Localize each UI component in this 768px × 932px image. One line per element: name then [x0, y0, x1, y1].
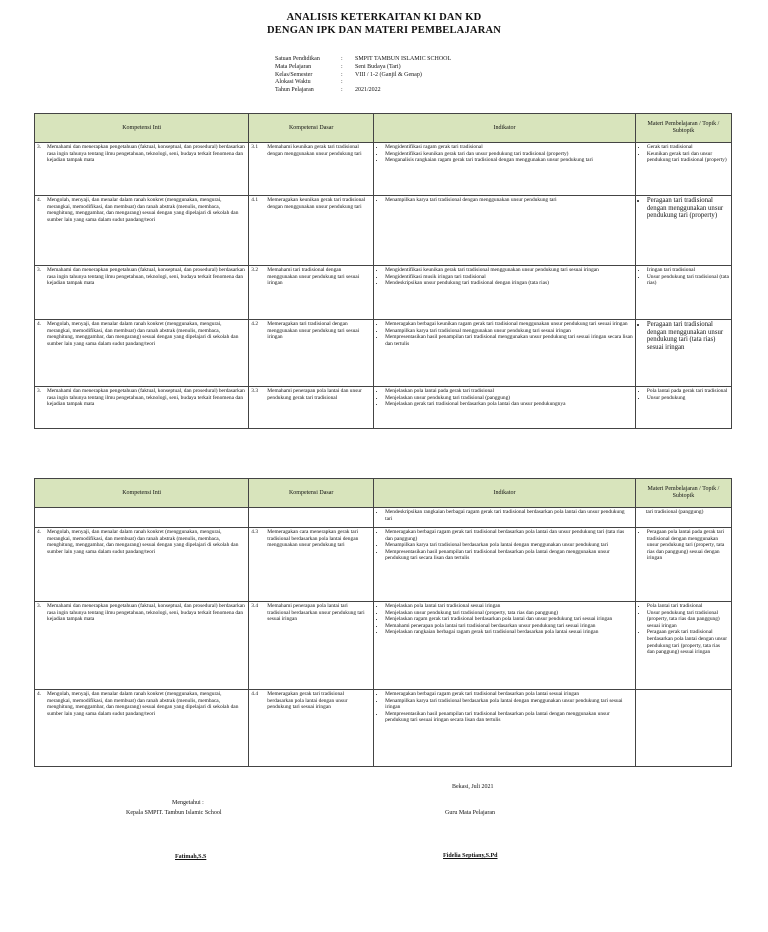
kd-text: Memeragakan tari tradisional dengan menggunakan unsur pendukung tari sesuai iringan: [267, 321, 360, 341]
indicator-list: [376, 144, 633, 164]
ki-text: Mengolah, menyaji, dan menalar dalam ranah konkret (menggunakan, mengurai, merangkai, memodifikasi, dan membuat) dan ranah abstrak (menulis, membaca, menghitung, menggambar, dan mengarang) sesuai dengan yang dipelajari di sekolah dan sumber lain yang sama dalam sudut pandang/teori: [47, 529, 239, 555]
ki-text: Mengolah, menyaji, dan menalar dalam ranah konkret (menggunakan, mengurai, merangkai, memodifikasi, dan membuat) dan ranah abstrak (menulis, membaca, menghitung, menggambar, dan mengarang) sesuai dengan yang dipelajari di sekolah dan sumber lain yang sama dalam sudut pandang/teori: [47, 197, 239, 223]
ki-entry: [37, 267, 246, 287]
header-ki: Kompetensi Inti: [35, 479, 249, 508]
materi-cell: [635, 196, 731, 266]
kd-number: 3.4: [251, 603, 259, 609]
list-item: • Pola lantai pada gerak tari tradisional: [647, 388, 729, 395]
kd-entry: [251, 388, 371, 401]
teacher-role: Guru Mata Pelajaran: [445, 810, 495, 816]
kd-text: Memeragakan gerak tari tradisional berdasarkan pola lantai dengan unsur pendukung tari sesuai iringan: [267, 691, 348, 711]
header-kd: Kompetensi Dasar: [249, 479, 374, 508]
table-row: [35, 266, 732, 320]
ki-cell: [35, 196, 249, 266]
materi-list: [638, 388, 729, 401]
meta-label: Satuan Pendidikan: [275, 56, 320, 62]
ki-cell: [35, 690, 249, 767]
list-item: • Keunikan gerak tari dan unsur pendukung tari tradisional (property): [647, 151, 729, 164]
kd-entry: [251, 267, 371, 287]
ki-cell: [35, 387, 249, 429]
indicator-cell: [374, 320, 636, 387]
list-item: • Unsur pendukung tari tradisional (tata rias): [647, 274, 729, 287]
kd-entry: [251, 603, 371, 623]
materi-cont: tari tradisional (panggung): [645, 509, 704, 515]
list-item: • Mempresentasikan hasil penampilan tari tradisional berdasarkan pola lantai dengan menggunakan unsur pendukung tari sesuai iringan secara lisan dan tertulis: [385, 711, 633, 724]
ki-number: 4.: [37, 529, 42, 535]
ki-number: 4.: [37, 197, 42, 203]
table-row: [35, 320, 732, 387]
list-item: • Menampilkan karya tari tradisional berdasarkan pola lantai dengan menggunakan unsur pendukung tari: [385, 542, 633, 549]
ki-number: 4.: [37, 321, 42, 327]
table-row: [35, 690, 732, 767]
list-item: • Memahami penerapan pola lantai tari tradisional berdasarkan unsur pendukung tari sesuai iringan: [385, 623, 633, 630]
list-item: • Gerak tari tradisional: [647, 144, 729, 151]
materi-cell: [635, 690, 731, 767]
ki-cell: [35, 320, 249, 387]
indicator-list: [376, 509, 633, 522]
indicator-list: [376, 197, 633, 204]
list-item: • Mendeskripsikan unsur pendukung tari tradisional dengan iringan (tata rias): [385, 280, 633, 287]
ki-entry: [37, 603, 246, 623]
meta-colon: :: [341, 63, 343, 70]
materi-cell: [635, 387, 731, 429]
indicator-cell: [374, 528, 636, 602]
meta-label: Alokasi Waktu: [275, 79, 311, 86]
meta-row: [275, 87, 451, 95]
list-item: • Menampilkan karya tari tradisional dengan menggunakan unsur pendukung tari: [385, 197, 633, 204]
list-item: • Peragaan tari tradisional dengan menggunakan unsur pendukung tari (tata rias) sesuai iringan: [647, 321, 729, 351]
ki-cell: [35, 508, 249, 528]
materi-list: [638, 529, 729, 562]
indicator-list: [376, 321, 633, 347]
table-row: [35, 602, 732, 690]
header-kd: Kompetensi Dasar: [249, 114, 374, 143]
table-row: [35, 508, 732, 528]
kd-text: Memeragakan keunikan gerak tari tradisional dengan menggunakan unsur pendukung tari: [267, 197, 366, 210]
list-item: • Menjelaskan pola lantai tari tradisional sesuai iringan: [385, 603, 633, 610]
indicator-list: [376, 267, 633, 287]
list-item: • Mengidentifikasi ragam gerak tari tradisional: [385, 144, 633, 151]
indicator-list: [376, 691, 633, 724]
approval-role: Kepala SMPIT. Tambun Islamic School: [126, 810, 222, 816]
ki-number: 3.: [37, 603, 42, 609]
list-item: • Menganalisis rangkaian ragam gerak tari tradisional dengan menggunakan unsur pendukung tari: [385, 157, 633, 164]
meta-value: SMPIT TAMBUN ISLAMIC SCHOOL: [355, 56, 452, 62]
ki-number: 4.: [37, 691, 42, 697]
kd-number: 4.2: [251, 321, 259, 327]
kd-cell: [249, 143, 374, 196]
list-item: • Peragaan tari tradisional dengan menggunakan unsur pendukung tari (property): [647, 197, 729, 220]
kd-text: Memahami keunikan gerak tari tradisional dengan menggunakan unsur pendukung tari: [267, 144, 362, 157]
meta-colon: :: [341, 87, 343, 94]
materi-cell: [635, 508, 731, 528]
kd-text: Memeragakan cara menerapkan gerak tari tradisional berdasarkan pola lantai dengan menggunakan unsur pendukung tari: [267, 529, 359, 549]
materi-cell: [635, 320, 731, 387]
list-item: • Unsur pendukung: [647, 395, 729, 402]
indicator-list: [376, 388, 633, 408]
ki-cell: [35, 143, 249, 196]
indicator-list: [376, 529, 633, 562]
kd-cell: [249, 196, 374, 266]
ki-number: 3.: [37, 388, 42, 394]
indicator-cell: [374, 508, 636, 528]
kd-text: Memahami penerapan pola lantai dan unsur pendukung gerak tari tradisional: [267, 388, 362, 401]
kd-number: 3.2: [251, 267, 259, 273]
kd-cell: [249, 690, 374, 767]
kd-entry: [251, 691, 371, 711]
list-item: • Menjelaskan unsur pendukung tari tradisional (property, tata rias dan panggung): [385, 610, 633, 617]
ki-entry: [37, 529, 246, 555]
list-item: • Iringan tari tradisional: [647, 267, 729, 274]
ki-cell: [35, 602, 249, 690]
ki-text: Memahami dan menerapkan pengetahuan (faktual, konseptual, dan prosedural) berdasarkan rasa ingin tahunya tentang ilmu pengetahuan, teknologi, seni, budaya terkait fenomena dan kejadian tampak mata: [47, 603, 245, 623]
list-item: • Menampilkan karya tari tradisional menggunakan unsur pendukung tari sesuai iringan: [385, 328, 633, 335]
ki-text: Memahami dan menerapkan pengetahuan (faktual, konseptual, dan prosedural) berdasarkan rasa ingin tahunya tentang ilmu pengetahuan, teknologi, seni, budaya terkait fenomena dan kejadian tampak mata: [47, 267, 245, 287]
teacher-name: Fidelia Septiany,S.Pd: [443, 853, 498, 859]
kd-number: 4.1: [251, 197, 259, 203]
kd-number: 4.3: [251, 529, 259, 535]
list-item: • Mempresentasikan hasil penampilan tari tradisional menggunakan unsur pendukung tari sesuai iringan secara lisan dan tertulis: [385, 334, 633, 347]
title-line-1: ANALISIS KETERKAITAN KI DAN KD: [286, 12, 482, 23]
ki-number: 3.: [37, 144, 42, 150]
materi-cell: [635, 266, 731, 320]
kd-number: 4.4: [251, 691, 259, 697]
kd-cell: [249, 508, 374, 528]
kd-text: Memahami penerapan pola lantai tari tradisional berdasarkan unsur pendukung tari sesuai iringan: [267, 603, 365, 623]
list-item: • Menjelaskan pola lantai pada gerak tari tradisional: [385, 388, 633, 395]
list-item: • Memeragakan berbagai ragam gerak tari tradisional berdasarkan pola lantai sesuai iringan: [385, 691, 633, 698]
approval-label: Mengetahui :: [172, 800, 204, 806]
header-materi: Materi Pembelajaran / Topik / Subtopik: [635, 114, 731, 143]
materi-list: [638, 267, 729, 287]
meta-label: Mata Pelajaran: [275, 63, 312, 70]
meta-value: VIII / 1-2 (Ganjil & Genap): [355, 71, 422, 78]
materi-list: [638, 321, 729, 351]
indicator-cell: [374, 690, 636, 767]
indicator-cell: [374, 266, 636, 320]
materi-cell: [635, 143, 731, 196]
ki-text: Memahami dan menerapkan pengetahuan (faktual, konseptual, dan prosedural) berdasarkan rasa ingin tahunya tentang ilmu pengetahuan, teknologi, seni, budaya terkait fenomena dan kejadian tampak mata: [47, 144, 245, 164]
list-item: • Unsur pendukung tari tradisional (property, tata rias dan panggung) sesuai iringan: [647, 610, 729, 630]
header-materi: Materi Pembelajaran / Topik / Subtopik: [635, 479, 731, 508]
table-row: [35, 196, 732, 266]
indicator-cell: [374, 196, 636, 266]
meta-colon: :: [341, 79, 343, 86]
meta-colon: :: [341, 56, 343, 62]
kd-cell: [249, 528, 374, 602]
kd-number: 3.1: [251, 144, 259, 150]
table-row: [35, 387, 732, 429]
ki-cell: [35, 266, 249, 320]
ki-text: Mengolah, menyaji, dan menalar dalam ranah konkret (menggunakan, mengurai, merangkai, memodifikasi, dan membuat) dan ranah abstrak (menulis, membaca, menghitung, menggambar, dan mengarang) sesuai dengan yang dipelajari di sekolah dan sumber lain yang sama dalam sudut pandang/teori: [47, 691, 239, 717]
list-item: • Memeragakan berbagai keunikan ragam gerak tari tradisional menggunakan unsur pendukung tari sesuai iringan: [385, 321, 633, 328]
materi-list: [638, 603, 729, 656]
header-ki: Kompetensi Inti: [35, 114, 249, 143]
kd-entry: [251, 197, 371, 210]
kd-cell: [249, 387, 374, 429]
header-indikator: Indikator: [374, 114, 636, 143]
list-item: • Mempresentasikan hasil penampilan tari tradisional berdasarkan pola lantai dengan menggunakan unsur pendukung tari secara lisan dan tertulis: [385, 549, 633, 562]
meta-value: 2021/2022: [355, 87, 381, 94]
kd-text: Memahami tari tradisional dengan menggunakan unsur pendukung tari sesuai iringan: [267, 267, 360, 287]
place-date: Bekasi, Juli 2021: [452, 784, 494, 790]
indicator-cell: [374, 602, 636, 690]
meta-colon: :: [341, 71, 343, 78]
list-item: • Menampilkan karya tari tradisional berdasarkan pola lantai dengan menggunakan unsur pendukung tari sesuai iringan: [385, 698, 633, 711]
meta-row: [275, 79, 451, 87]
meta-label: Tahun Pelajaran: [275, 87, 314, 94]
list-item: • Mengidentifikasi keunikan gerak tari dan unsur pendukung tari tradisional (property): [385, 151, 633, 158]
ki-cell: [35, 528, 249, 602]
ki-text: Memahami dan menerapkan pengetahuan (faktual, konseptual, dan prosedural) berdasarkan rasa ingin tahunya tentang ilmu pengetahuan, teknologi, seni, budaya terkait fenomena dan kejadian tampak mata: [47, 388, 245, 408]
meta-row: [275, 56, 451, 64]
kd-cell: [249, 320, 374, 387]
materi-list: [638, 197, 729, 220]
title-line-2: DENGAN IPK DAN MATERI PEMBELAJARAN: [266, 25, 502, 36]
analysis-table-1: [34, 113, 732, 429]
meta-row: [275, 72, 451, 80]
list-item: • Menjelaskan ragam gerak tari tradisional berdasarkan pola lantai dan unsur pendukung tari sesuai iringan: [385, 616, 633, 623]
materi-cell: [635, 602, 731, 690]
table-row: [35, 528, 732, 602]
kd-entry: [251, 529, 371, 549]
list-item: • Menjelaskan unsur pendukung tari tradisional (panggung): [385, 395, 633, 402]
list-item: • Mendeskripsikan rangkaian berbagai ragam gerak tari tradisional berdasarkan pola lantai dan unsur pendukung tari: [385, 509, 633, 522]
list-item: • Mengidentifikasi keunikan gerak tari tradisional menggunakan unsur pendukung tari sesuai iringan: [385, 267, 633, 274]
list-item: • Mengidentifikasi musik iringan tari tradisional: [385, 274, 633, 281]
list-item: • Peragaan pola lantai pada gerak tari tradisional dengan menggunakan unsur pendukung tari (property, tata rias dan panggung) sesuai dengan iringan: [647, 529, 729, 562]
kd-cell: [249, 602, 374, 690]
ki-entry: [37, 144, 246, 164]
indicator-list: [376, 603, 633, 636]
analysis-table-2: [34, 478, 732, 767]
materi-list: [638, 144, 729, 164]
list-item: • Peragaan gerak tari tradisional berdasarkan pola lantai dengan unsur pendukung tari (property, tata rias dan panggung) sesuai iringan: [647, 629, 729, 655]
list-item: • Menjelaskan rangkaian berbagai ragam gerak tari tradisional berdasarkan pola lantai sesuai iringan: [385, 629, 633, 636]
materi-cell: [635, 528, 731, 602]
indicator-cell: [374, 143, 636, 196]
ki-number: 3.: [37, 267, 42, 273]
kd-number: 3.3: [251, 388, 259, 394]
meta-row: [275, 64, 451, 72]
ki-entry: [37, 197, 246, 223]
kd-entry: [251, 144, 371, 157]
kd-entry: [251, 321, 371, 341]
ki-text: Mengolah, menyaji, dan menalar dalam ranah konkret (menggunakan, mengurai, merangkai, memodifikasi, dan membuat) dan ranah abstrak (menulis, membaca, menghitung, menggambar, dan mengarang) sesuai dengan yang dipelajari di sekolah dan sumber lain yang sama dalam sudut pandang/teori: [47, 321, 239, 347]
meta-label: Kelas/Semester: [275, 71, 313, 78]
kd-cell: [249, 266, 374, 320]
principal-name: Fatimah,S.S: [175, 854, 207, 860]
list-item: • Pola lantai tari tradisional: [647, 603, 729, 610]
indicator-cell: [374, 387, 636, 429]
meta-block: [275, 56, 451, 95]
header-indikator: Indikator: [374, 479, 636, 508]
table-row: [35, 143, 732, 196]
list-item: • Menjelaskan gerak tari tradisional berdasarkan pola lantai dan unsur pendukungnya: [385, 401, 633, 408]
meta-value: Seni Budaya (Tari): [355, 63, 401, 70]
ki-entry: [37, 388, 246, 408]
ki-entry: [37, 321, 246, 347]
ki-entry: [37, 691, 246, 717]
list-item: • Memeragakan berbagai ragam gerak tari tradisional berdasarkan pola lantai dan unsur pendukung tari (tata rias dan panggung): [385, 529, 633, 542]
